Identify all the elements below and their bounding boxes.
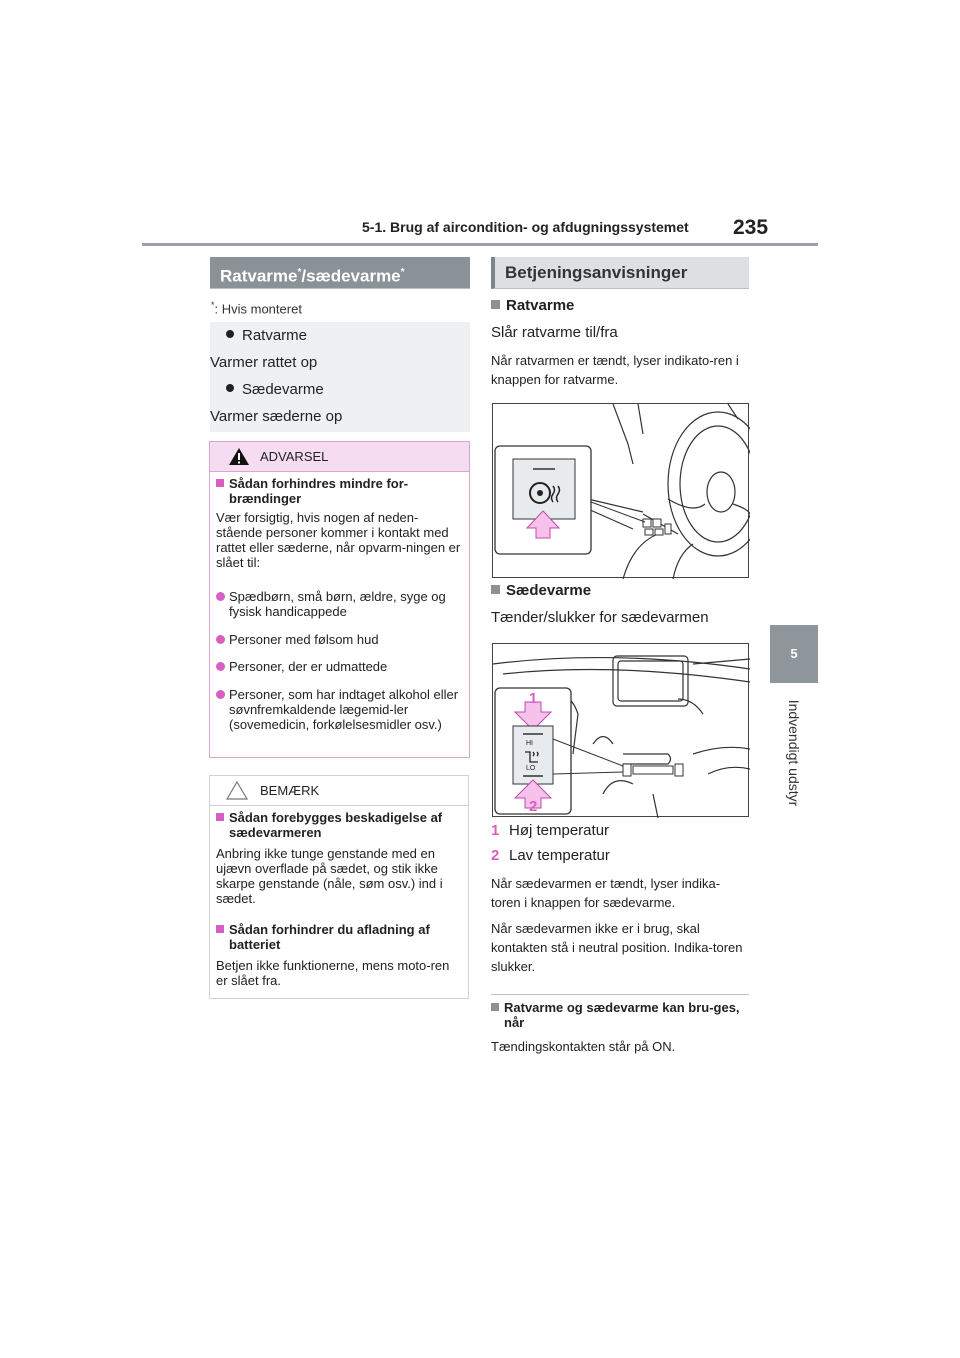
seat-action: Tænder/slukker for sædevarmen bbox=[491, 609, 709, 626]
bullet-icon bbox=[226, 330, 234, 338]
bullet-icon bbox=[216, 662, 225, 671]
feature-seat-desc: Varmer sæderne op bbox=[210, 408, 343, 425]
notice-box bbox=[209, 775, 469, 999]
steering-wheel-drawing bbox=[493, 404, 750, 579]
seat-subheading: Sædevarme bbox=[491, 582, 591, 599]
hi-label: HI bbox=[526, 740, 533, 747]
warning-bullet: Personer, der er udmattede bbox=[216, 659, 461, 674]
page-number: 235 bbox=[733, 216, 769, 239]
chapter-label: Indvendigt udstyr bbox=[786, 699, 802, 807]
bullet-icon bbox=[226, 384, 234, 392]
warning-header: ADVARSEL bbox=[210, 442, 469, 472]
wheel-note: Når ratvarmen er tændt, lyser indikato-ren i knappen for ratvarme. bbox=[491, 353, 739, 387]
info-divider bbox=[491, 994, 749, 995]
lo-label: LO bbox=[526, 765, 536, 772]
dashboard-drawing bbox=[493, 644, 750, 818]
chapter-tab: 5 bbox=[770, 625, 818, 683]
notice-body: Betjen ikke funktionerne, mens moto-ren er slået fra. bbox=[216, 958, 450, 988]
info-body: Tændingskontakten står på ON. bbox=[491, 1039, 676, 1054]
square-bullet-icon bbox=[216, 479, 224, 487]
notice-header: BEMÆRK bbox=[210, 776, 468, 806]
feature-wheel: Ratvarme bbox=[226, 327, 307, 344]
square-bullet-icon bbox=[216, 813, 224, 821]
square-bullet-icon bbox=[491, 1003, 499, 1011]
info-subheading: Ratvarme og sædevarme kan bru-ges, når bbox=[491, 1000, 749, 1030]
warning-bullet: Personer, som har indtaget alkohol eller søvnfremkaldende lægemid-ler (sovemedicin, forkølelsesmidler osv.) bbox=[216, 687, 461, 732]
wheel-subheading: Ratvarme bbox=[491, 297, 574, 314]
callout-2: 2 bbox=[529, 798, 538, 815]
warning-subheading: Sådan forhindres mindre for-brændinger bbox=[216, 476, 461, 506]
legend-item-2: 2 Lav temperatur bbox=[491, 847, 610, 864]
seat-heater-illustration bbox=[492, 643, 749, 817]
square-bullet-icon bbox=[491, 585, 500, 594]
legend-item-1: 1 Høj temperatur bbox=[491, 822, 610, 839]
feature-summary-box bbox=[210, 322, 470, 432]
square-bullet-icon bbox=[216, 925, 224, 933]
section-title: 5-1. Brug af aircondition- og afdugningssystemet bbox=[362, 219, 689, 235]
warning-icon bbox=[228, 447, 250, 466]
section-heading-right: Betjeningsanvisninger bbox=[491, 257, 749, 289]
seat-note-1: Når sædevarmen er tændt, lyser indika-toren i knappen for sædevarme. bbox=[491, 876, 721, 910]
bullet-icon bbox=[216, 592, 225, 601]
square-bullet-icon bbox=[491, 300, 500, 309]
bullet-icon bbox=[216, 635, 225, 644]
steering-heater-illustration bbox=[492, 403, 749, 578]
warning-body: Vær forsigtig, hvis nogen af neden-stående personer kommer i kontakt med rattet eller sæderne, når opvarm-ningen er slået til: bbox=[216, 510, 461, 570]
caution-icon bbox=[226, 781, 248, 800]
notice-subheading: Sådan forebygges beskadigelse af sædevarmeren bbox=[216, 810, 461, 840]
feature-wheel-desc: Varmer rattet op bbox=[210, 354, 318, 371]
footnote: *: Hvis monteret bbox=[211, 300, 302, 317]
wheel-action: Slår ratvarme til/fra bbox=[491, 324, 618, 341]
feature-seat: Sædevarme bbox=[226, 381, 324, 398]
callout-1: 1 bbox=[529, 690, 538, 707]
bullet-icon bbox=[216, 690, 225, 699]
notice-body: Anbring ikke tunge genstande med en ujævn overflade på sædet, og stik ikke skarpe genstande (nåle, søm osv.) ind i sædet. bbox=[216, 846, 443, 906]
notice-subheading: Sådan forhindrer du afladning af batteriet bbox=[216, 922, 461, 952]
warning-bullet: Personer med følsom hud bbox=[216, 632, 461, 647]
warning-box bbox=[209, 441, 470, 758]
seat-note-2: Når sædevarmen ikke er i brug, skal kontakten stå i neutral position. Indika-toren slukker. bbox=[491, 921, 743, 974]
warning-bullet: Spædbørn, små børn, ældre, syge og fysisk handicappede bbox=[216, 589, 461, 619]
section-heading-left: Ratvarme*/sædevarme* bbox=[210, 257, 470, 289]
header-divider bbox=[142, 243, 818, 246]
